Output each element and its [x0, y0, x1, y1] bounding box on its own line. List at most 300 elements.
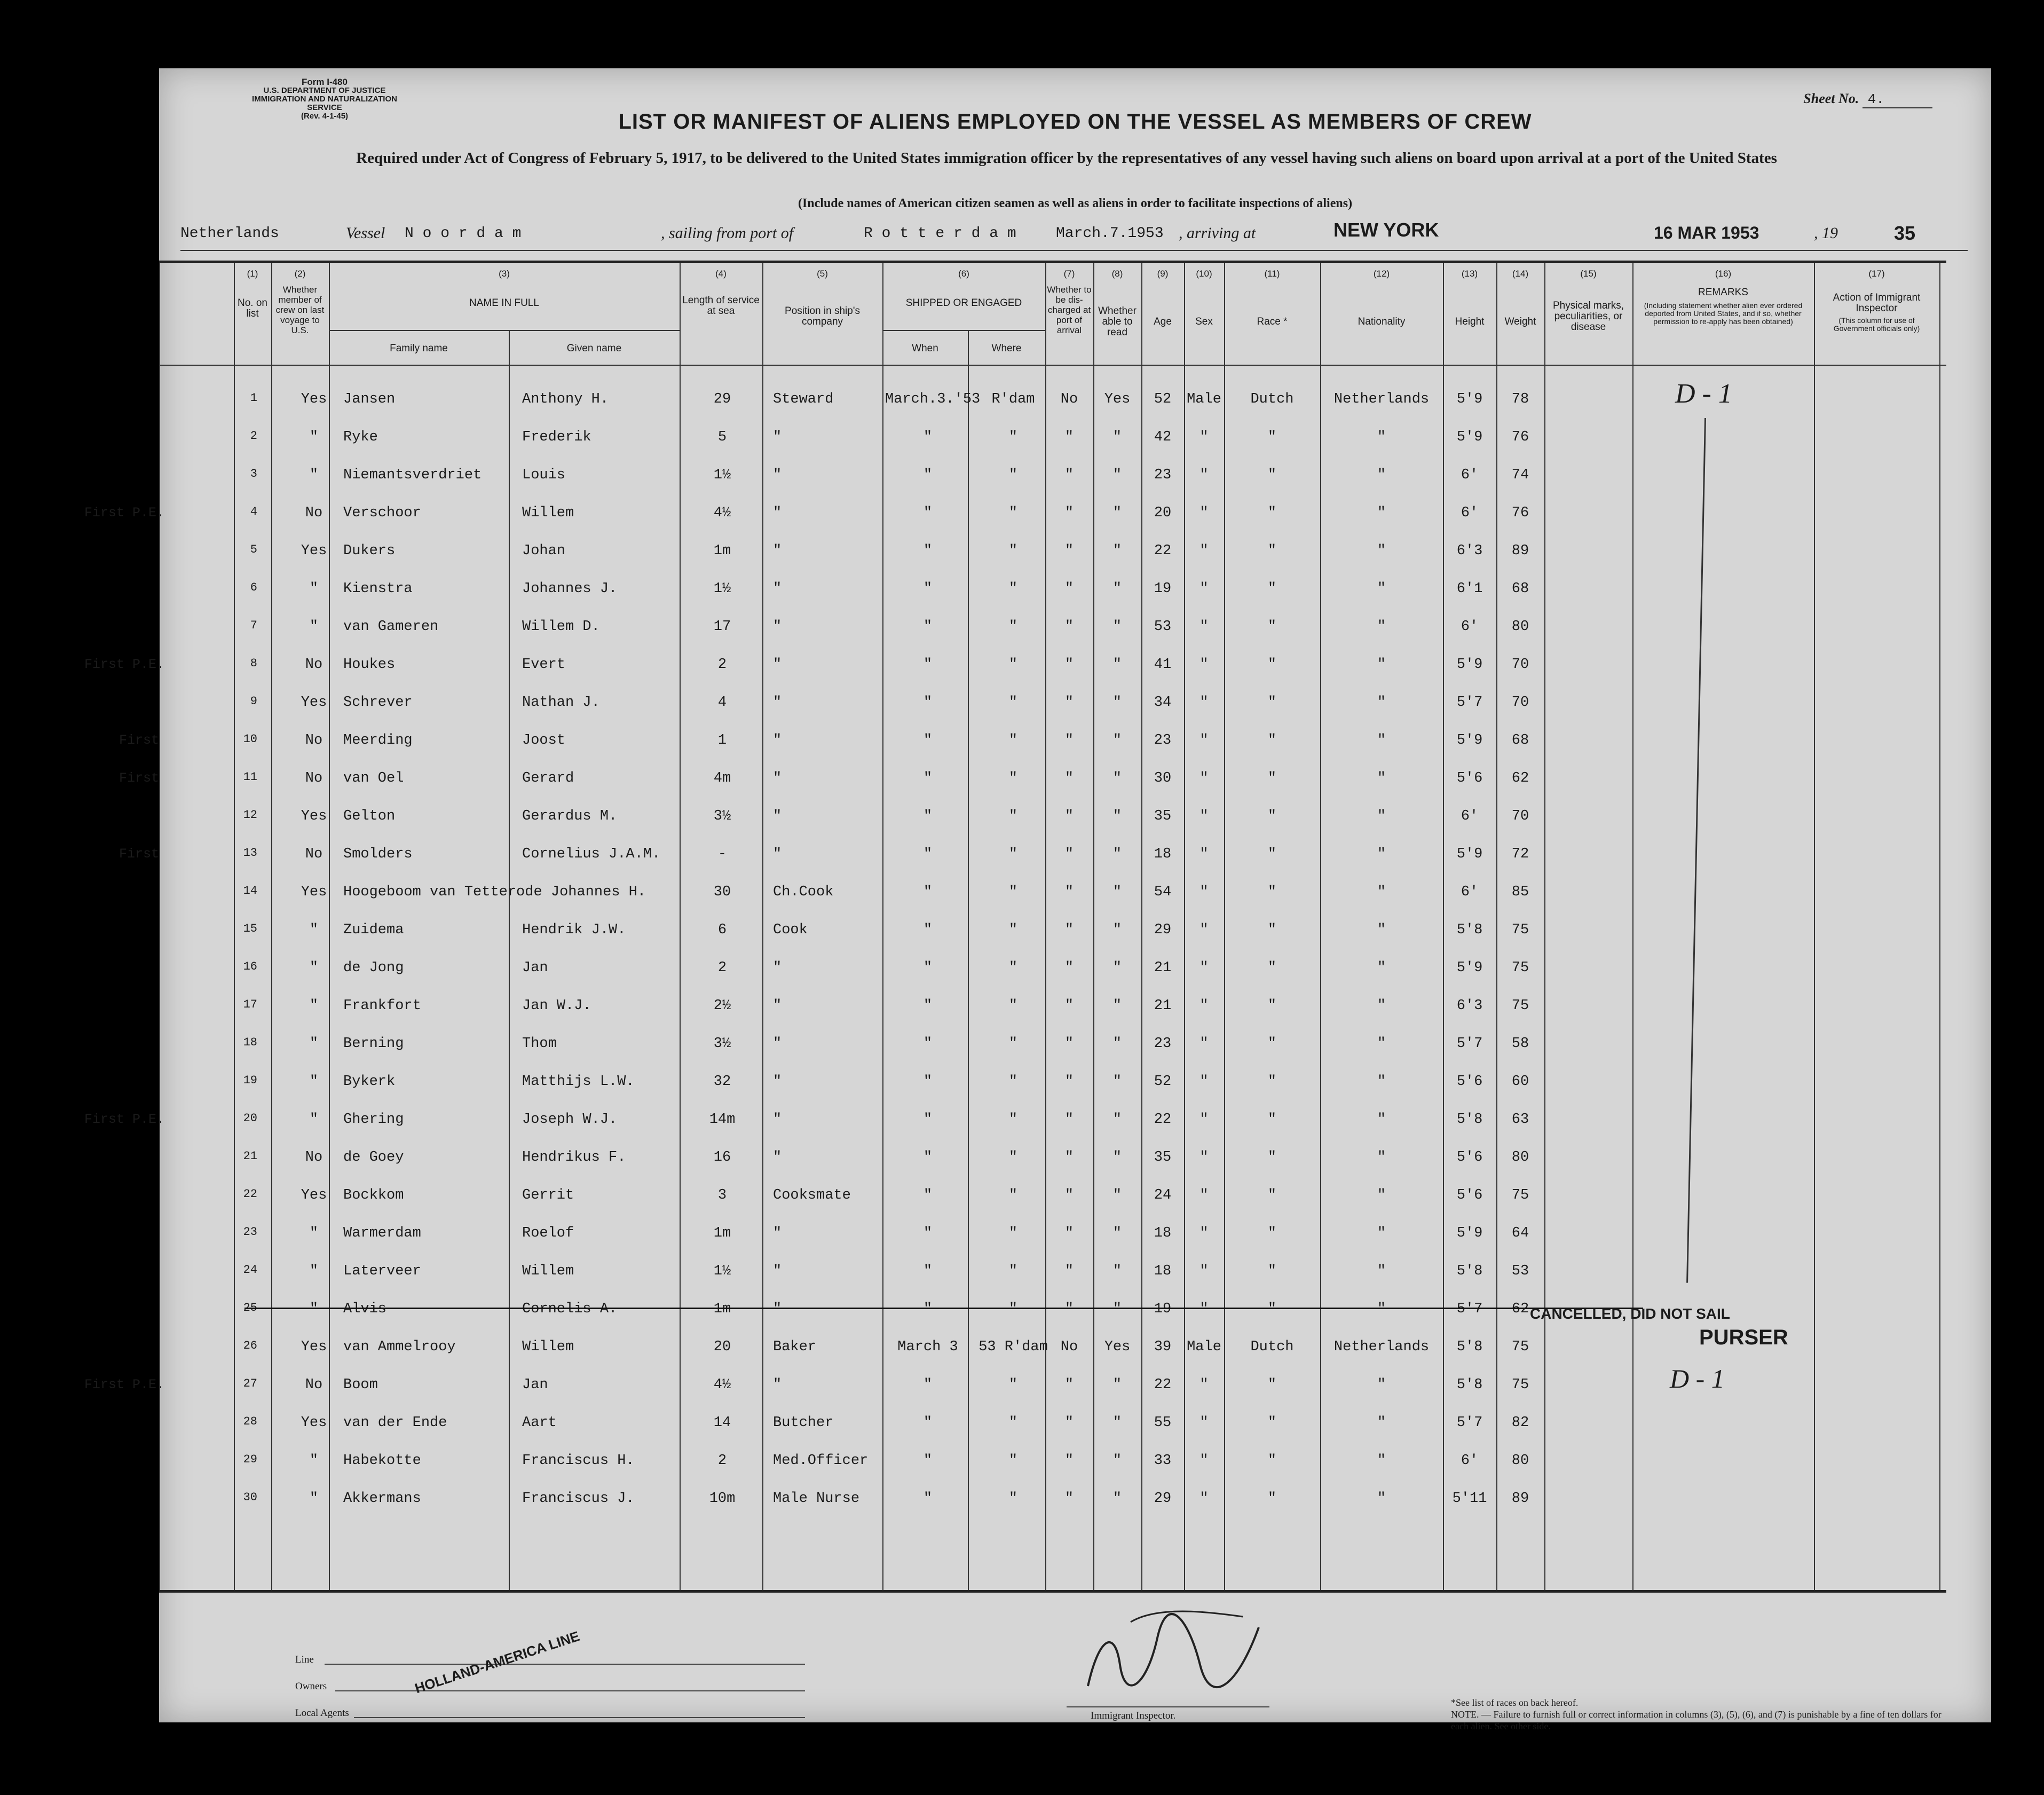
- row-able-to-read: ": [1112, 960, 1122, 976]
- row-engaged-when: ": [923, 1150, 933, 1166]
- footer-line-label: Line: [295, 1654, 314, 1665]
- row-previous-voyage: No: [305, 770, 323, 786]
- row-discharged: ": [1064, 695, 1074, 711]
- row-position: ": [773, 960, 782, 976]
- row-no: 4: [250, 505, 257, 518]
- table-row: [159, 1178, 1946, 1216]
- row-race: ": [1267, 1036, 1277, 1052]
- row-family-name: Bykerk: [343, 1074, 396, 1090]
- row-height: 5'9: [1456, 733, 1483, 749]
- row-no: 28: [243, 1415, 257, 1428]
- table-row: [159, 988, 1946, 1026]
- row-previous-voyage: ": [309, 1112, 319, 1128]
- row-age: 23: [1154, 467, 1172, 483]
- row-race: ": [1267, 1453, 1277, 1469]
- row-race: ": [1267, 1491, 1277, 1507]
- cancelled-stamp: CANCELLED, DID NOT SAIL: [1530, 1305, 1730, 1322]
- row-able-to-read: ": [1112, 1112, 1122, 1128]
- col-num-6: (6): [958, 269, 969, 279]
- row-previous-voyage: Yes: [301, 391, 327, 407]
- row-engaged-where: ": [1008, 543, 1018, 559]
- row-position: ": [773, 1301, 782, 1317]
- row-age: 35: [1154, 808, 1172, 824]
- row-sex: ": [1199, 1263, 1209, 1279]
- row-race: ": [1267, 1225, 1277, 1241]
- row-weight: 63: [1511, 1112, 1529, 1128]
- row-height: 5'9: [1456, 960, 1483, 976]
- header-name-in-full: NAME IN FULL: [469, 297, 539, 309]
- row-nationality: ": [1377, 1112, 1386, 1128]
- row-previous-voyage: No: [305, 733, 323, 749]
- row-age: 22: [1154, 1377, 1172, 1393]
- row-family-name: de Goey: [343, 1150, 404, 1166]
- row-nationality: ": [1377, 1225, 1386, 1241]
- row-nationality: ": [1377, 922, 1386, 938]
- row-nationality: ": [1377, 505, 1386, 521]
- row-engaged-when: ": [923, 1491, 933, 1507]
- footer-owners-label: Owners: [295, 1681, 327, 1692]
- row-sex: ": [1199, 1187, 1209, 1203]
- revision-date: (Rev. 4-1-45): [301, 112, 349, 121]
- page-title: LIST OR MANIFEST OF ALIENS EMPLOYED ON THE VESSEL AS MEMBERS OF CREW: [618, 110, 1532, 133]
- row-position: Cooksmate: [773, 1187, 851, 1203]
- row-engaged-where: ": [1008, 884, 1018, 900]
- row-no: 27: [243, 1377, 257, 1390]
- row-sex: ": [1199, 695, 1209, 711]
- row-no: 18: [243, 1036, 257, 1049]
- row-age: 18: [1154, 1225, 1172, 1241]
- row-previous-voyage: ": [309, 1491, 319, 1507]
- row-engaged-where: ": [1008, 467, 1018, 483]
- row-weight: 64: [1511, 1225, 1529, 1241]
- row-family-name: Meerding: [343, 733, 413, 749]
- page-number: 35: [1894, 222, 1916, 244]
- row-length-of-service: 3½: [713, 808, 731, 824]
- row-race: ": [1267, 922, 1277, 938]
- row-race: ": [1267, 1301, 1277, 1317]
- row-given-name: Willem D.: [522, 619, 600, 635]
- row-engaged-where: ": [1008, 1150, 1018, 1166]
- table-row: [159, 1405, 1946, 1443]
- row-race: ": [1267, 846, 1277, 862]
- row-race: ": [1267, 657, 1277, 673]
- row-weight: 76: [1511, 429, 1529, 445]
- row-height: 6': [1461, 619, 1479, 635]
- header-previous-voyage: Whether member of crew on last voyage to U.S.: [275, 285, 325, 335]
- row-no: 3: [250, 467, 257, 481]
- row-position: ": [773, 770, 782, 786]
- row-previous-voyage: Yes: [301, 1415, 327, 1431]
- row-engaged-when: ": [923, 695, 933, 711]
- row-sex: ": [1199, 1074, 1209, 1090]
- row-previous-voyage: ": [309, 1263, 319, 1279]
- year-prefix: , 19: [1814, 224, 1838, 242]
- row-age: 20: [1154, 505, 1172, 521]
- row-sex: ": [1199, 1225, 1209, 1241]
- row-position: ": [773, 1225, 782, 1241]
- table-row: [159, 1329, 1946, 1367]
- row-family-name: Ghering: [343, 1112, 404, 1128]
- row-no: 2: [250, 429, 257, 443]
- row-given-name: Roelof: [522, 1225, 574, 1241]
- row-no: 8: [250, 657, 257, 670]
- row-engaged-where: 53 R'dam: [978, 1339, 1048, 1355]
- row-weight: 68: [1511, 581, 1529, 597]
- row-length-of-service: 5: [717, 429, 727, 445]
- row-weight: 70: [1511, 695, 1529, 711]
- row-length-of-service: 16: [713, 1150, 731, 1166]
- row-age: 18: [1154, 1263, 1172, 1279]
- row-discharged: ": [1064, 998, 1074, 1014]
- row-given-name: Hendrikus F.: [522, 1150, 626, 1166]
- row-discharged: ": [1064, 770, 1074, 786]
- row-previous-voyage: ": [309, 922, 319, 938]
- row-age: 53: [1154, 619, 1172, 635]
- row-age: 30: [1154, 770, 1172, 786]
- row-engaged-when: ": [923, 1225, 933, 1241]
- row-sex: ": [1199, 846, 1209, 862]
- table-row: [159, 1481, 1946, 1519]
- vessel-flag: Netherlands: [180, 225, 279, 242]
- row-age: 35: [1154, 1150, 1172, 1166]
- header-discharged: Whether to be dis-charged at port of arrival: [1047, 285, 1092, 335]
- row-engaged-where: ": [1008, 1263, 1018, 1279]
- row-able-to-read: ": [1112, 467, 1122, 483]
- vessel-name: N o o r d a m: [405, 225, 522, 242]
- row-length-of-service: 29: [713, 391, 731, 407]
- row-previous-voyage: Yes: [301, 1339, 327, 1355]
- row-engaged-when: March.3.'53: [885, 391, 981, 407]
- row-sex: ": [1199, 1453, 1209, 1469]
- row-discharged: ": [1064, 733, 1074, 749]
- row-sex: ": [1199, 1036, 1209, 1052]
- manifest-sheet: [84, 68, 1991, 1731]
- table-row: [159, 458, 1946, 495]
- row-length-of-service: 4½: [713, 1377, 731, 1393]
- table-row: [159, 609, 1946, 647]
- row-family-name: Laterveer: [343, 1263, 421, 1279]
- row-discharged: ": [1064, 884, 1074, 900]
- row-discharged: ": [1064, 657, 1074, 673]
- row-family-name: van Gameren: [343, 619, 439, 635]
- row-height: 6'3: [1456, 998, 1483, 1014]
- row-previous-voyage: Yes: [301, 1187, 327, 1203]
- table-row: [119, 723, 1946, 761]
- row-engaged-where: ": [1008, 770, 1018, 786]
- footer-notes: [1451, 1697, 1958, 1732]
- vessel-label: Vessel: [346, 224, 385, 242]
- row-given-name: Franciscus J.: [522, 1491, 635, 1507]
- row-previous-voyage: ": [309, 998, 319, 1014]
- row-able-to-read: Yes: [1104, 1339, 1131, 1355]
- remarks-mark-top: D - 1: [1675, 379, 1732, 409]
- row-age: 29: [1154, 922, 1172, 938]
- row-sex: ": [1199, 1150, 1209, 1166]
- row-engaged-when: ": [923, 1036, 933, 1052]
- page-subtitle: Required under Act of Congress of February 5, 1917, to be delivered to the United States immigration officer by the representatives of any vessel having such aliens on board upon arrival at a port of the United States: [356, 149, 1777, 167]
- row-length-of-service: 2: [717, 960, 727, 976]
- row-race: ": [1267, 543, 1277, 559]
- row-able-to-read: ": [1112, 429, 1122, 445]
- row-engaged-where: ": [1008, 1453, 1018, 1469]
- table-row: [159, 1254, 1946, 1292]
- row-nationality: ": [1377, 1263, 1386, 1279]
- row-race: ": [1267, 429, 1277, 445]
- table-row: [159, 571, 1946, 609]
- row-weight: 70: [1511, 808, 1529, 824]
- table-row: [159, 875, 1946, 912]
- row-previous-voyage: No: [305, 505, 323, 521]
- row-given-name: Cornelius J.A.M.: [522, 846, 661, 862]
- row-sex: ": [1199, 998, 1209, 1014]
- header-when: When: [912, 343, 938, 354]
- row-height: 5'6: [1456, 770, 1483, 786]
- vessel-info-row: [180, 219, 1969, 251]
- row-length-of-service: 1m: [713, 1225, 731, 1241]
- row-discharged: ": [1064, 1036, 1074, 1052]
- row-engaged-where: ": [1008, 998, 1018, 1014]
- row-height: 5'9: [1456, 429, 1483, 445]
- row-age: 52: [1154, 1074, 1172, 1090]
- sailing-port: R o t t e r d a m: [864, 225, 1016, 242]
- col-num-14: (14): [1512, 269, 1529, 279]
- row-weight: 89: [1511, 543, 1529, 559]
- row-age: 29: [1154, 1491, 1172, 1507]
- row-previous-voyage: No: [305, 1377, 323, 1393]
- row-engaged-when: ": [923, 998, 933, 1014]
- row-position: ": [773, 467, 782, 483]
- row-position: ": [773, 998, 782, 1014]
- header-no-on-list: No. on list: [238, 297, 267, 319]
- row-given-name: Evert: [522, 657, 566, 673]
- row-engaged-where: ": [1008, 657, 1018, 673]
- row-discharged: ": [1064, 1491, 1074, 1507]
- row-no: 20: [243, 1112, 257, 1125]
- row-family-name: Dukers: [343, 543, 396, 559]
- row-length-of-service: 3½: [713, 1036, 731, 1052]
- row-position: ": [773, 543, 782, 559]
- header-shipped-or-engaged: SHIPPED OR ENGAGED: [905, 297, 1022, 309]
- row-length-of-service: 32: [713, 1074, 731, 1090]
- row-sex: Male: [1187, 391, 1221, 407]
- row-weight: 70: [1511, 657, 1529, 673]
- row-discharged: ": [1064, 960, 1074, 976]
- row-given-name: Jan: [522, 960, 548, 976]
- row-family-name: Gelton: [343, 808, 396, 824]
- row-length-of-service: -: [717, 846, 727, 862]
- row-height: 6': [1461, 505, 1479, 521]
- row-given-name: Anthony H.: [522, 391, 609, 407]
- row-height: 5'8: [1456, 922, 1483, 938]
- row-discharged: ": [1064, 1415, 1074, 1431]
- row-able-to-read: ": [1112, 922, 1122, 938]
- header-age: Age: [1154, 316, 1172, 327]
- row-no: 30: [243, 1491, 257, 1504]
- row-discharged: No: [1060, 391, 1078, 407]
- row-family-name: Jansen: [343, 391, 396, 407]
- row-race: Dutch: [1250, 1339, 1294, 1355]
- row-position: ": [773, 733, 782, 749]
- row-engaged-where: R'dam: [991, 391, 1035, 407]
- row-family-name: Schrever: [343, 695, 413, 711]
- row-family-name: Niemantsverdriet: [343, 467, 482, 483]
- row-given-name: Johannes J.: [522, 581, 618, 597]
- row-weight: 75: [1511, 998, 1529, 1014]
- row-height: 5'6: [1456, 1074, 1483, 1090]
- row-able-to-read: ": [1112, 998, 1122, 1014]
- row-race: ": [1267, 695, 1277, 711]
- row-nationality: ": [1377, 543, 1386, 559]
- races-note: *See list of races on back hereof.: [1451, 1697, 1579, 1708]
- row-able-to-read: ": [1112, 1453, 1122, 1469]
- row-length-of-service: 4m: [713, 770, 731, 786]
- row-sex: ": [1199, 733, 1209, 749]
- col-num-16: (16): [1715, 269, 1732, 279]
- row-able-to-read: ": [1112, 581, 1122, 597]
- row-height: 6'1: [1456, 581, 1483, 597]
- row-discharged: ": [1064, 1150, 1074, 1166]
- row-nationality: ": [1377, 581, 1386, 597]
- row-sex: ": [1199, 1377, 1209, 1393]
- row-discharged: ": [1064, 581, 1074, 597]
- row-position: ": [773, 429, 782, 445]
- col-num-1: (1): [247, 269, 258, 279]
- row-length-of-service: 14: [713, 1415, 731, 1431]
- row-engaged-when: ": [923, 733, 933, 749]
- row-able-to-read: ": [1112, 1036, 1122, 1052]
- row-height: 5'9: [1456, 1225, 1483, 1241]
- row-length-of-service: 2: [717, 1453, 727, 1469]
- row-discharged: ": [1064, 1453, 1074, 1469]
- row-position: ": [773, 1112, 782, 1128]
- row-given-name: Gerard: [522, 770, 574, 786]
- row-discharged: ": [1064, 1112, 1074, 1128]
- row-position: ": [773, 1377, 782, 1393]
- row-height: 5'8: [1456, 1377, 1483, 1393]
- row-discharged: ": [1064, 1187, 1074, 1203]
- row-no: 6: [250, 581, 257, 594]
- row-engaged-when: ": [923, 619, 933, 635]
- row-position: Male Nurse: [773, 1491, 860, 1507]
- arrival-port: NEW YORK: [1333, 219, 1439, 241]
- row-height: 5'11: [1452, 1491, 1487, 1507]
- row-race: ": [1267, 581, 1277, 597]
- row-weight: 80: [1511, 1150, 1529, 1166]
- row-previous-voyage: ": [309, 467, 319, 483]
- row-engaged-when: ": [923, 505, 933, 521]
- row-length-of-service: 3: [717, 1187, 727, 1203]
- row-discharged: No: [1060, 1339, 1078, 1355]
- row-no: 7: [250, 619, 257, 632]
- row-position: ": [773, 1263, 782, 1279]
- row-engaged-where: ": [1008, 733, 1018, 749]
- header-physical-marks: Physical marks, peculiarities, or disease: [1552, 300, 1624, 333]
- row-engaged-where: ": [1008, 808, 1018, 824]
- row-weight: 78: [1511, 391, 1529, 407]
- row-able-to-read: ": [1112, 1377, 1122, 1393]
- row-engaged-where: ": [1008, 619, 1018, 635]
- col-num-17: (17): [1868, 269, 1885, 279]
- row-age: 23: [1154, 733, 1172, 749]
- row-no: 25: [243, 1301, 257, 1314]
- row-sex: ": [1199, 960, 1209, 976]
- col-num-5: (5): [817, 269, 828, 279]
- header-length-of-service: Length of service at sea: [682, 295, 760, 317]
- row-nationality: ": [1377, 657, 1386, 673]
- row-weight: 75: [1511, 1377, 1529, 1393]
- row-length-of-service: 4: [717, 695, 727, 711]
- row-race: Dutch: [1250, 391, 1294, 407]
- row-race: ": [1267, 1415, 1277, 1431]
- row-length-of-service: 1½: [713, 467, 731, 483]
- row-race: ": [1267, 505, 1277, 521]
- row-given-name: Louis: [522, 467, 566, 483]
- row-given-name: Willem: [522, 505, 574, 521]
- row-sex: ": [1199, 467, 1209, 483]
- row-engaged-when: ": [923, 884, 933, 900]
- row-nationality: Netherlands: [1333, 391, 1430, 407]
- row-no: 19: [243, 1074, 257, 1087]
- table-row: [159, 1216, 1946, 1254]
- table-row: [159, 533, 1946, 571]
- row-able-to-read: ": [1112, 1150, 1122, 1166]
- row-no: 9: [250, 695, 257, 708]
- penalty-note: NOTE. — Failure to furnish full or correct information in columns (3), (5), (6), and (7) is punishable by a fine of ten dollars for each alien. See other side.: [1451, 1709, 1942, 1731]
- row-age: 19: [1154, 1301, 1172, 1317]
- header-nationality: Nationality: [1358, 316, 1406, 327]
- row-race: ": [1267, 770, 1277, 786]
- remarks-mark-bottom: D - 1: [1670, 1364, 1725, 1394]
- row-race: ": [1267, 733, 1277, 749]
- col-num-8: (8): [1111, 269, 1123, 279]
- row-nationality: ": [1377, 1036, 1386, 1052]
- row-family-name: Zuidema: [343, 922, 404, 938]
- row-age: 24: [1154, 1187, 1172, 1203]
- row-engaged-when: ": [923, 922, 933, 938]
- row-length-of-service: 14m: [709, 1112, 736, 1128]
- row-able-to-read: ": [1112, 1491, 1122, 1507]
- table-row: [159, 420, 1946, 458]
- row-family-name: Akkermans: [343, 1491, 421, 1507]
- row-family-name: Houkes: [343, 657, 396, 673]
- header-height: Height: [1455, 316, 1485, 327]
- holland-america-stamp: HOLLAND-AMERICA LINE: [413, 1628, 582, 1697]
- row-age: 39: [1154, 1339, 1172, 1355]
- row-discharged: ": [1064, 429, 1074, 445]
- row-able-to-read: ": [1112, 1074, 1122, 1090]
- row-height: 5'7: [1456, 1036, 1483, 1052]
- row-margin-note: First P.E.: [84, 505, 165, 521]
- row-position: ": [773, 1150, 782, 1166]
- col-num-2: (2): [294, 269, 306, 279]
- header-inspector-note: (This column for use of Government officials only): [1833, 316, 1920, 333]
- row-engaged-when: ": [923, 960, 933, 976]
- row-margin-note: First: [119, 846, 159, 862]
- table-row: [84, 1102, 1946, 1140]
- row-previous-voyage: Yes: [301, 884, 327, 900]
- crew-table: [84, 261, 1946, 1593]
- row-able-to-read: ": [1112, 1263, 1122, 1279]
- row-length-of-service: 2½: [713, 998, 731, 1014]
- header-where: Where: [991, 343, 1022, 354]
- row-weight: 75: [1511, 1339, 1529, 1355]
- row-position: ": [773, 1036, 782, 1052]
- row-engaged-when: ": [923, 1453, 933, 1469]
- row-nationality: ": [1377, 1187, 1386, 1203]
- row-height: 5'6: [1456, 1150, 1483, 1166]
- table-row: [119, 837, 1946, 875]
- row-age: 55: [1154, 1415, 1172, 1431]
